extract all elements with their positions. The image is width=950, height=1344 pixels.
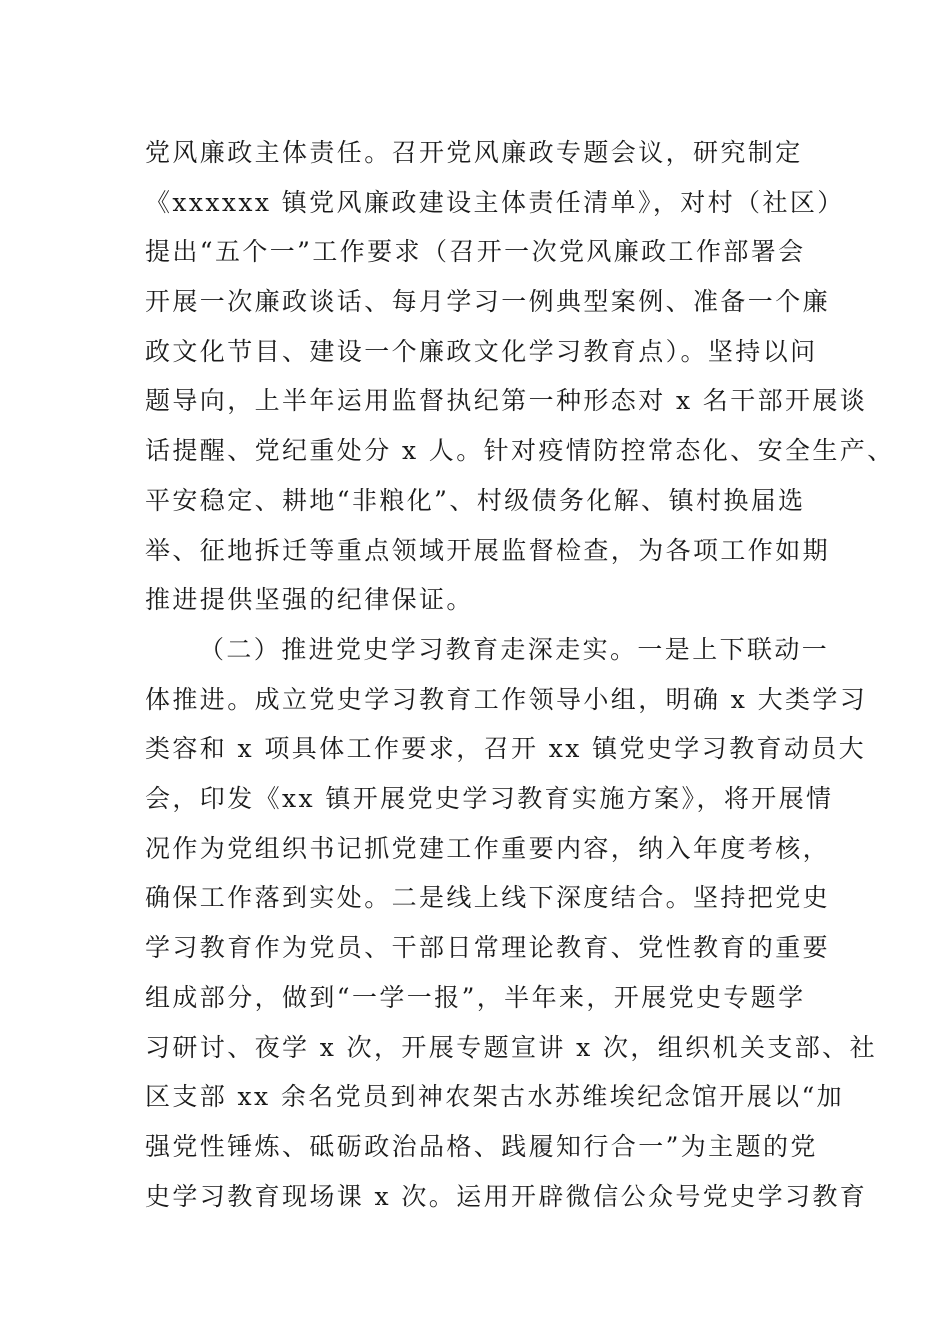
text-line: （二）推进党史学习教育走深走实。一是上下联动一 [199,635,830,664]
text-line: 史学习教育现场课 x 次。运用开辟微信公众号党史学习教育 [145,1181,868,1211]
text-line: 政文化节目、建设一个廉政文化学习教育点）。坚持以问 [145,336,818,366]
text-line: 话提醒、党纪重处分 x 人。针对疫情防控常态化、安全生产、 [145,436,895,466]
text-line: 区支部 xx 余名党员到神农架古水苏维埃纪念馆开展以“加 [145,1082,845,1112]
text-line: 习研讨、夜学 x 次，开展专题宣讲 x 次，组织机关支部、社 [145,1032,877,1062]
text-line: 《xxxxxx 镇党风廉政建设主体责任清单》，对村（社区） [145,187,845,217]
text-line: 体推进。成立党史学习教育工作领导小组，明确 x 大类学习 [145,684,868,714]
text-line: 党风廉政主体责任。召开党风廉政专题会议，研究制定 [145,138,803,167]
text-line: 确保工作落到实处。二是线上线下深度结合。坚持把党史 [145,883,831,913]
text-line: 举、征地拆迁等重点领域开展监督检查，为各项工作如期 [145,535,831,565]
text-line: 学习教育作为党员、干部日常理论教育、党性教育的重要 [145,933,831,963]
text-line: 强党性锤炼、砥砺政治品格、践履知行合一”为主题的党 [145,1131,818,1161]
text-line: 开展一次廉政谈话、每月学习一例典型案例、准备一个廉 [145,287,831,317]
text-line: 况作为党组织书记抓党建工作重要内容，纳入年度考核， [145,833,831,863]
text-line: 推进提供坚强的纪律保证。 [145,585,474,615]
text-line: 提出“五个一”工作要求（召开一次党风廉政工作部署会 [145,237,806,267]
text-line: 组成部分，做到“一学一报”，半年来，开展党史专题学 [145,982,806,1012]
text-line: 会，印发《xx 镇开展党史学习教育实施方案》，将开展情 [145,784,834,814]
paragraph-party-history-education [145,625,877,1221]
text-line: 题导向，上半年运用监督执纪第一种形态对 x 名干部开展谈 [145,386,868,416]
text-line: 平安稳定、耕地“非粮化”、村级债务化解、镇村换届选 [145,485,806,515]
paragraph-party-integrity [145,128,895,625]
text-line: 类容和 x 项具体工作要求，召开 xx 镇党史学习教育动员大 [145,734,867,764]
